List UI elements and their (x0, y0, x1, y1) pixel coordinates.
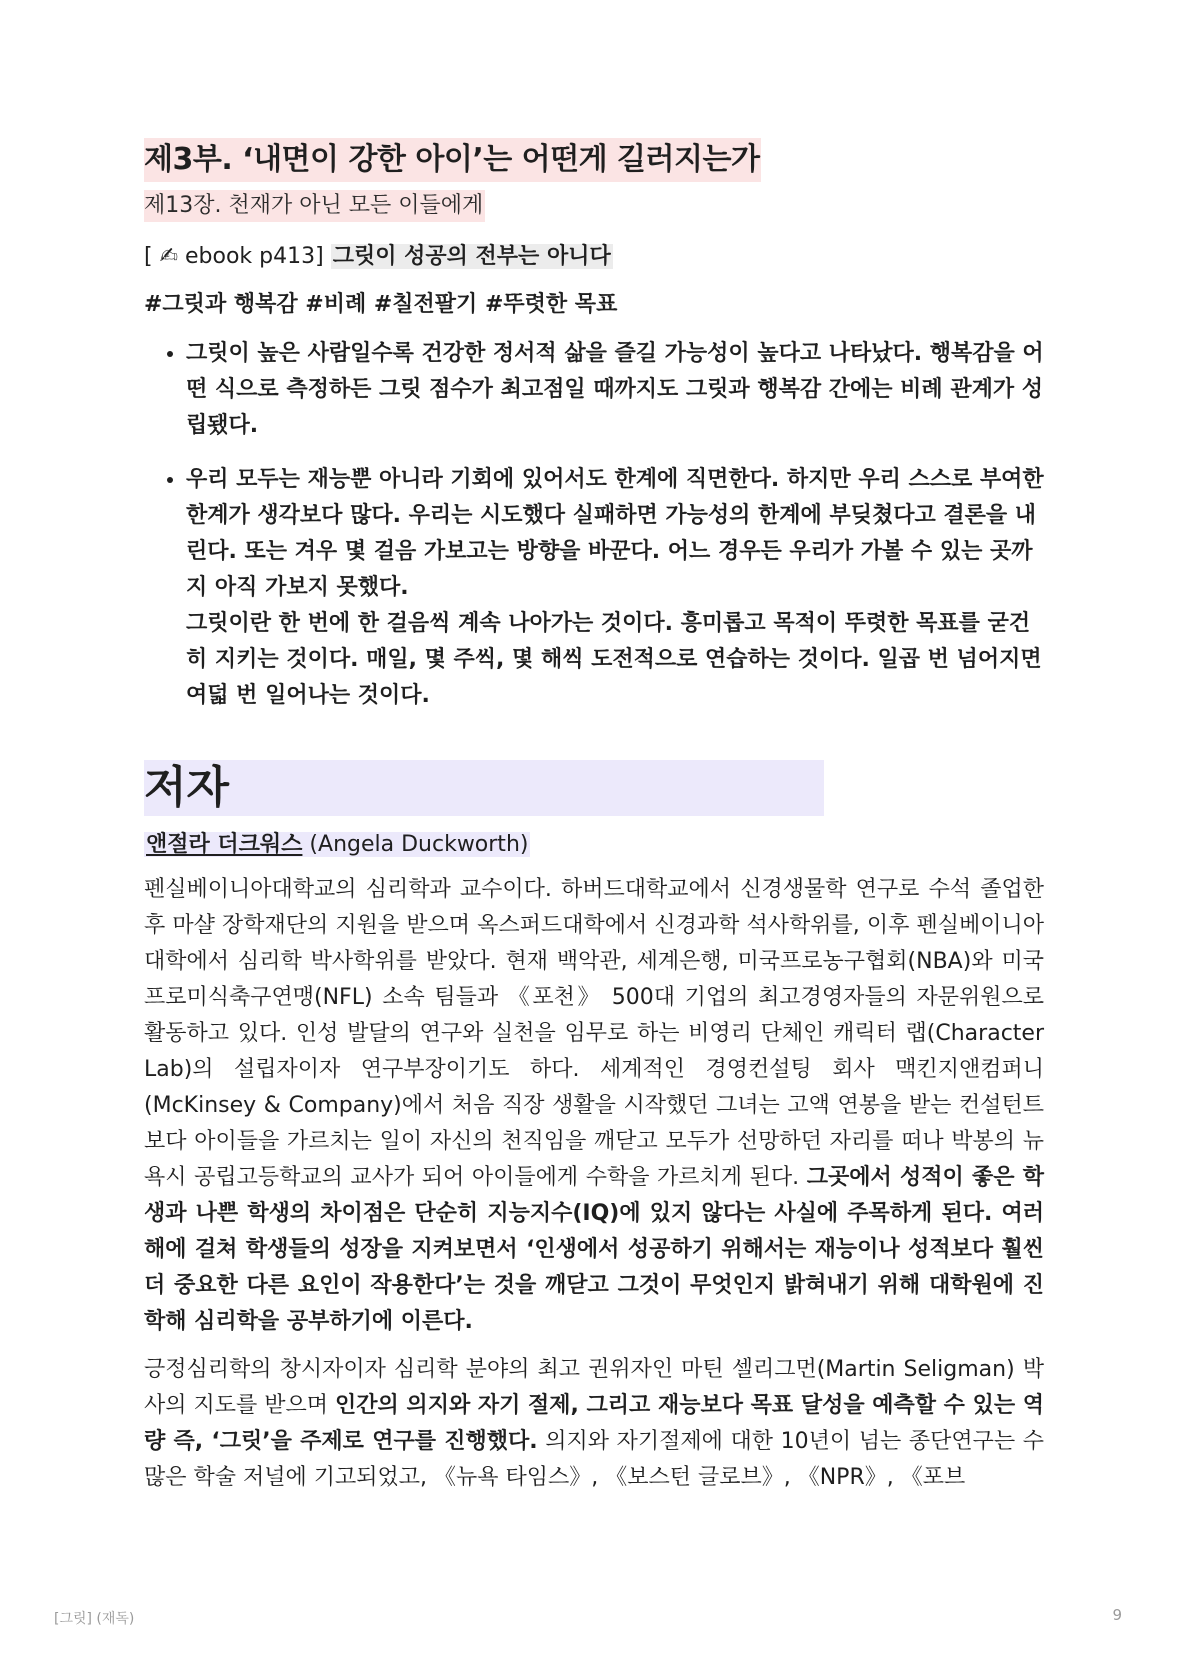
list-item (186, 462, 1044, 714)
bio-text-bold: 인간의 의지와 자기 절제, 그리고 재능보다 목표 달성을 예측할 수 있는 역량 즉, ‘그릿’을 주제로 연구를 진행했다. (144, 1393, 1044, 1454)
bullet-list (144, 336, 1044, 714)
bio-text: 펜실베이니아대학교의 심리학과 교수이다. 하버드대학교에서 신경생물학 연구로 수석 졸업한 후 마샬 장학재단의 지원을 받으며 옥스퍼드대학에서 신경과학 석사학위를, 이후 펜실베이니아 대학에서 심리학 박사학위를 받았다. 현재 백악관, 세계은행, 미국프로농구협회(NBA)와 미국프로미식축구연맹(NFL) 소속 팀들과 《포천》 500대 기업의 최고경영자들의 자문위원으로 활동하고 있다. 인성 발달의 연구와 실천을 임무로 하는 비영리 단체인 캐릭터 랩(Character Lab)의 설립자이자 연구부장이기도 하다. 세계적인 경영컨설팅 회사 맥킨지앤컴퍼니(McKinsey & Company)에서 처음 직장 생활을 시작했던 그녀는 고액 연봉을 받는 컨설턴트보다 아이들을 가르치는 일이 자신의 천직임을 깨닫고 모두가 선망하던 자리를 떠나 박봉의 뉴욕시 공립고등학교의 교사가 되어 아이들에게 수학을 가르치게 된다. (144, 877, 1044, 1190)
bio-text-bold: 그곳에서 성적이 좋은 학생과 나쁜 학생의 차이점은 단순히 지능지수(IQ)에 있지 않다는 사실에 주목하게 된다. 여러 해에 걸쳐 학생들의 성장을 지켜보면서 ‘인생에서 성공하기 위해서는 재능이나 성적보다 훨씬 더 중요한 다른 요인이 작용한다’는 것을 깨닫고 그것이 무엇인지 밝혀내기 위해 대학원에 진학해 심리학을 공부하기에 이른다. (144, 1165, 1045, 1334)
author-bio-paragraph-2 (144, 1352, 1044, 1496)
quote-page-ref: ebook p413] (178, 244, 331, 269)
author-name-highlight (144, 832, 530, 857)
hashtags: #그릿과 행복감 #비례 #칠전팔기 #뚜렷한 목표 (144, 292, 618, 317)
writing-hand-icon: ✍ (159, 244, 179, 269)
bullet-text: 우리 모두는 재능뿐 아니라 기회에 있어서도 한계에 직면한다. 하지만 우리 스스로 부여한 한계가 생각보다 많다. 우리는 시도했다 실패하면 가능성의 한계에 부딪쳤다고 결론을 내린다. 또는 겨우 몇 걸음 가보고는 방향을 바꾼다. 어느 경우든 우리가 가볼 수 있는 곳까지 아직 가보지 못했다. (186, 467, 1044, 600)
part-title: 제3부. ‘내면이 강한 아이’는 어떤게 길러지는가 (144, 138, 761, 182)
footer-page-number: 9 (1112, 1606, 1122, 1624)
chapter-title: 제13장. 천재가 아닌 모든 이들에게 (144, 190, 485, 222)
bullet-text: 그릿이 높은 사람일수록 건강한 정서적 삶을 즐길 가능성이 높다고 나타났다. 행복감을 어떤 식으로 측정하든 그릿 점수가 최고점일 때까지도 그릿과 행복감 간에는 비례 관계가 성립됐다. (186, 341, 1044, 438)
document-page (144, 138, 1044, 1496)
author-english-name: (Angela Duckworth) (302, 832, 529, 857)
quote-highlight: 그릿이 성공의 전부는 아니다 (332, 244, 611, 269)
footer-document-label: [그릿] (재독) (54, 1611, 135, 1627)
author-bio-paragraph-1 (144, 872, 1044, 1340)
author-name (144, 830, 1044, 860)
bullet-text-continued: 그릿이란 한 번에 한 걸음씩 계속 나아가는 것이다. 흥미롭고 목적이 뚜렷한 목표를 굳건히 지키는 것이다. 매일, 몇 주씩, 몇 해씩 도전적으로 연습하는 것이다. 일곱 번 넘어지면 여덟 번 일어나는 것이다. (186, 611, 1042, 708)
author-korean-name-link[interactable]: 앤절라 더크워스 (146, 832, 303, 857)
list-item (186, 336, 1044, 444)
bio-text-continued: 의지와 자기절제에 대한 10년이 넘는 종단연구는 수많은 학술 저널에 기고되었고, 《뉴욕 타임스》, 《보스턴 글로브》, 《NPR》, 《포브 (144, 1429, 1044, 1490)
bio-text: 긍정심리학의 창시자이자 심리학 분야의 최고 권위자인 마틴 셀리그먼(Martin Seligman) 박사의 지도를 받으며 (144, 1357, 1044, 1418)
quote-open-bracket: [ (144, 244, 160, 269)
author-section-heading: 저자 (144, 760, 824, 816)
quote-reference (144, 242, 1044, 272)
